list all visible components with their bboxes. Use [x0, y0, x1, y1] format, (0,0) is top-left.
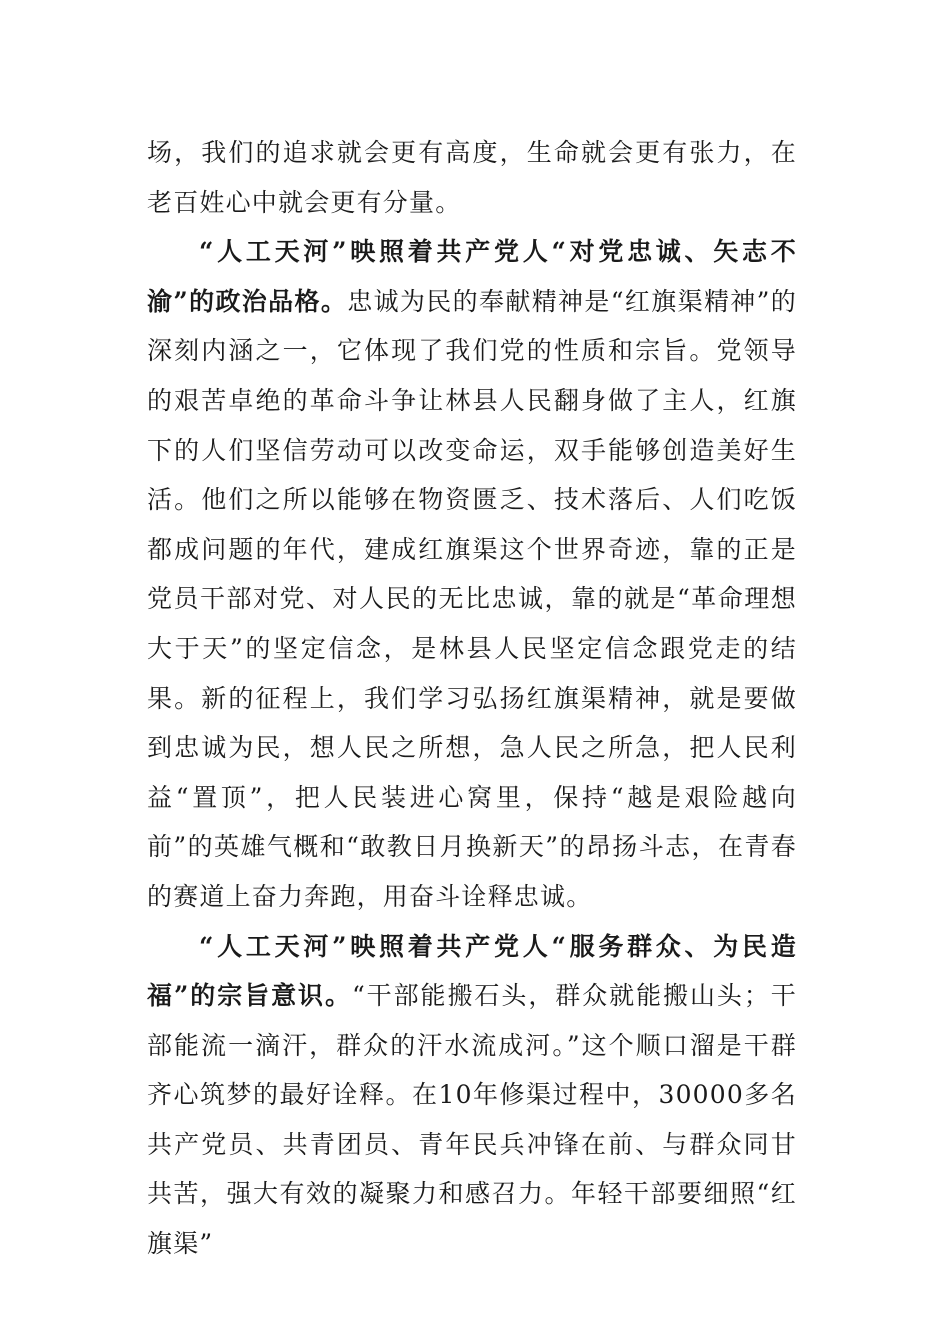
paragraph-3-text: “干部能搬石头，群众就能搬山头；干部能流一滴汗，群众的汗水流成河。”这个顺口溜是干群齐心筑梦的最好诠释。在10年修渠过程中，30000多名共产党员、共青团员、青年民兵冲锋在前、与群众同甘共苦，强大有效的凝聚力和感召力。年轻干部要细照“红旗渠” — [147, 981, 798, 1259]
paragraph-3-heading: “人工天河”映照着共产党人“服务群众、为民造福”的宗旨意识。 — [147, 931, 797, 1011]
paragraph-1-text: 场，我们的追求就会更有高度，生命就会更有张力，在老百姓心中就会更有分量。 — [147, 138, 797, 217]
paragraph-2-heading: “人工天河”映照着共产党人“对党忠诚、矢志不渝”的政治品格。 — [147, 237, 797, 316]
paragraph-political-character — [147, 227, 797, 921]
paragraph-2-text: 忠诚为民的奉献精神是“红旗渠精神”的深刻内涵之一，它体现了我们党的性质和宗旨。党领导的艰苦卓绝的革命斗争让林县人民翻身做了主人，红旗下的人们坚信劳动可以改变命运，双手能够创造美好生活。他们之所以能够在物资匮乏、技术落后、人们吃饭都成问题的年代，建成红旗渠这个世界奇迹，靠的正是党员干部对党、对人民的无比忠诚，靠的就是“革命理想大于天”的坚定信念，是林县人民坚定信念跟党走的结果。新的征程上，我们学习弘扬红旗渠精神，就是要做到忠诚为民，想人民之所想，急人民之所急，把人民利益“置顶”，把人民装进心窝里，保持“越是艰险越向前”的英雄气概和“敢教日月换新天”的昂扬斗志，在青春的赛道上奋力奔跑，用奋斗诠释忠诚。 — [147, 286, 797, 911]
paragraph-service-purpose — [147, 922, 797, 1269]
paragraph-continuation — [147, 128, 797, 227]
document-body — [147, 128, 797, 1269]
